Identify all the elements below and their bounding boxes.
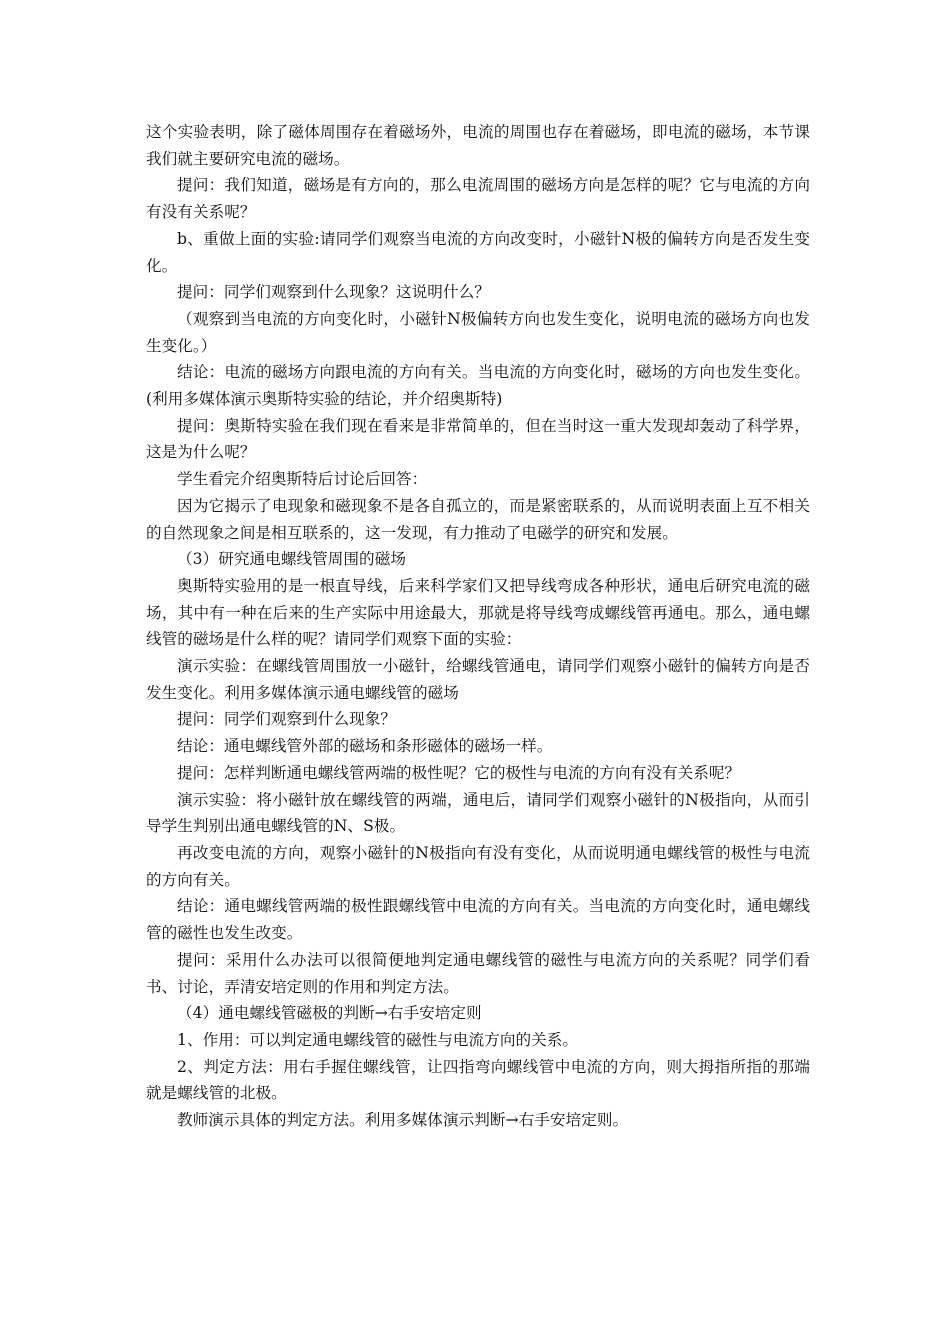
document-page (146, 119, 810, 1134)
paragraph: 提问：采用什么办法可以很简便地判定通电螺线管的磁性与电流方向的关系呢？同学们看书、讨论，弄清安培定则的作用和判定方法。 (146, 950, 810, 996)
paragraph: 1、作用：可以判定通电螺线管的磁性与电流方向的关系。 (177, 1030, 579, 1049)
paragraph: 结论：电流的磁场方向跟电流的方向有关。当电流的方向变化时，磁场的方向也发生变化。(利用多媒体演示奥斯特实验的结论，并介绍奥斯特) (146, 363, 810, 409)
paragraph: 结论：通电螺线管外部的磁场和条形磁体的磁场一样。 (177, 737, 553, 756)
paragraph: 奥斯特实验用的是一根直导线，后来科学家们又把导线弯成各种形状，通电后研究电流的磁场，其中有一种在后来的生产实际中用途最大，那就是将导线弯成螺线管再通电。那么，通电螺线管的磁场是什么样的呢？请同学们观察下面的实验： (146, 576, 810, 649)
section-heading: （4）通电螺线管磁极的判断→右手安培定则 (177, 1004, 482, 1023)
paragraph: 因为它揭示了电现象和磁现象不是各自孤立的，而是紧密联系的，从而说明表面上互不相关的自然现象之间是相互联系的，这一发现，有力推动了电磁学的研究和发展。 (146, 496, 810, 542)
paragraph: 提问：同学们观察到什么现象？ (177, 710, 397, 729)
paragraph: 再改变电流的方向，观察小磁针的N极指向有没有变化，从而说明通电螺线管的极性与电流的方向有关。 (146, 843, 810, 889)
paragraph: b、重做上面的实验:请同学们观察当电流的方向改变时，小磁针N极的偏转方向是否发生变化。 (146, 229, 810, 275)
paragraph: 提问：同学们观察到什么现象？这说明什么？ (177, 283, 490, 302)
paragraph: 演示实验：将小磁针放在螺线管的两端，通电后，请同学们观察小磁针的N极指向，从而引导学生判别出通电螺线管的N、S极。 (146, 790, 810, 836)
paragraph: 教师演示具体的判定方法。利用多媒体演示判断→右手安培定则。 (177, 1111, 629, 1130)
paragraph: （观察到当电流的方向变化时，小磁针N极偏转方向也发生变化，说明电流的磁场方向也发生变化。） (146, 309, 810, 355)
paragraph: 演示实验：在螺线管周围放一小磁针，给螺线管通电，请同学们观察小磁针的偏转方向是否发生变化。利用多媒体演示通电螺线管的磁场 (146, 657, 810, 702)
paragraph: 学生看完介绍奥斯特后讨论后回答： (177, 470, 428, 489)
paragraph: 提问：我们知道，磁场是有方向的，那么电流周围的磁场方向是怎样的呢？它与电流的方向有没有关系呢？ (146, 176, 810, 222)
paragraph: 提问：奥斯特实验在我们现在看来是非常简单的，但在当时这一重大发现却轰动了科学界，这是为什么呢？ (146, 416, 810, 462)
paragraph: 这个实验表明，除了磁体周围存在着磁场外，电流的周围也存在着磁场，即电流的磁场，本节课我们就主要研究电流的磁场。 (146, 123, 810, 168)
paragraph: 结论：通电螺线管两端的极性跟螺线管中电流的方向有关。当电流的方向变化时，通电螺线管的磁性也发生改变。 (146, 897, 810, 943)
paragraph: 提问：怎样判断通电螺线管两端的极性呢？它的极性与电流的方向有没有关系呢？ (177, 763, 741, 782)
paragraph: 2、判定方法：用右手握住螺线管，让四指弯向螺线管中电流的方向，则大拇指所指的那端就是螺线管的北极。 (146, 1057, 810, 1103)
section-heading: （3）研究通电螺线管周围的磁场 (177, 550, 406, 569)
